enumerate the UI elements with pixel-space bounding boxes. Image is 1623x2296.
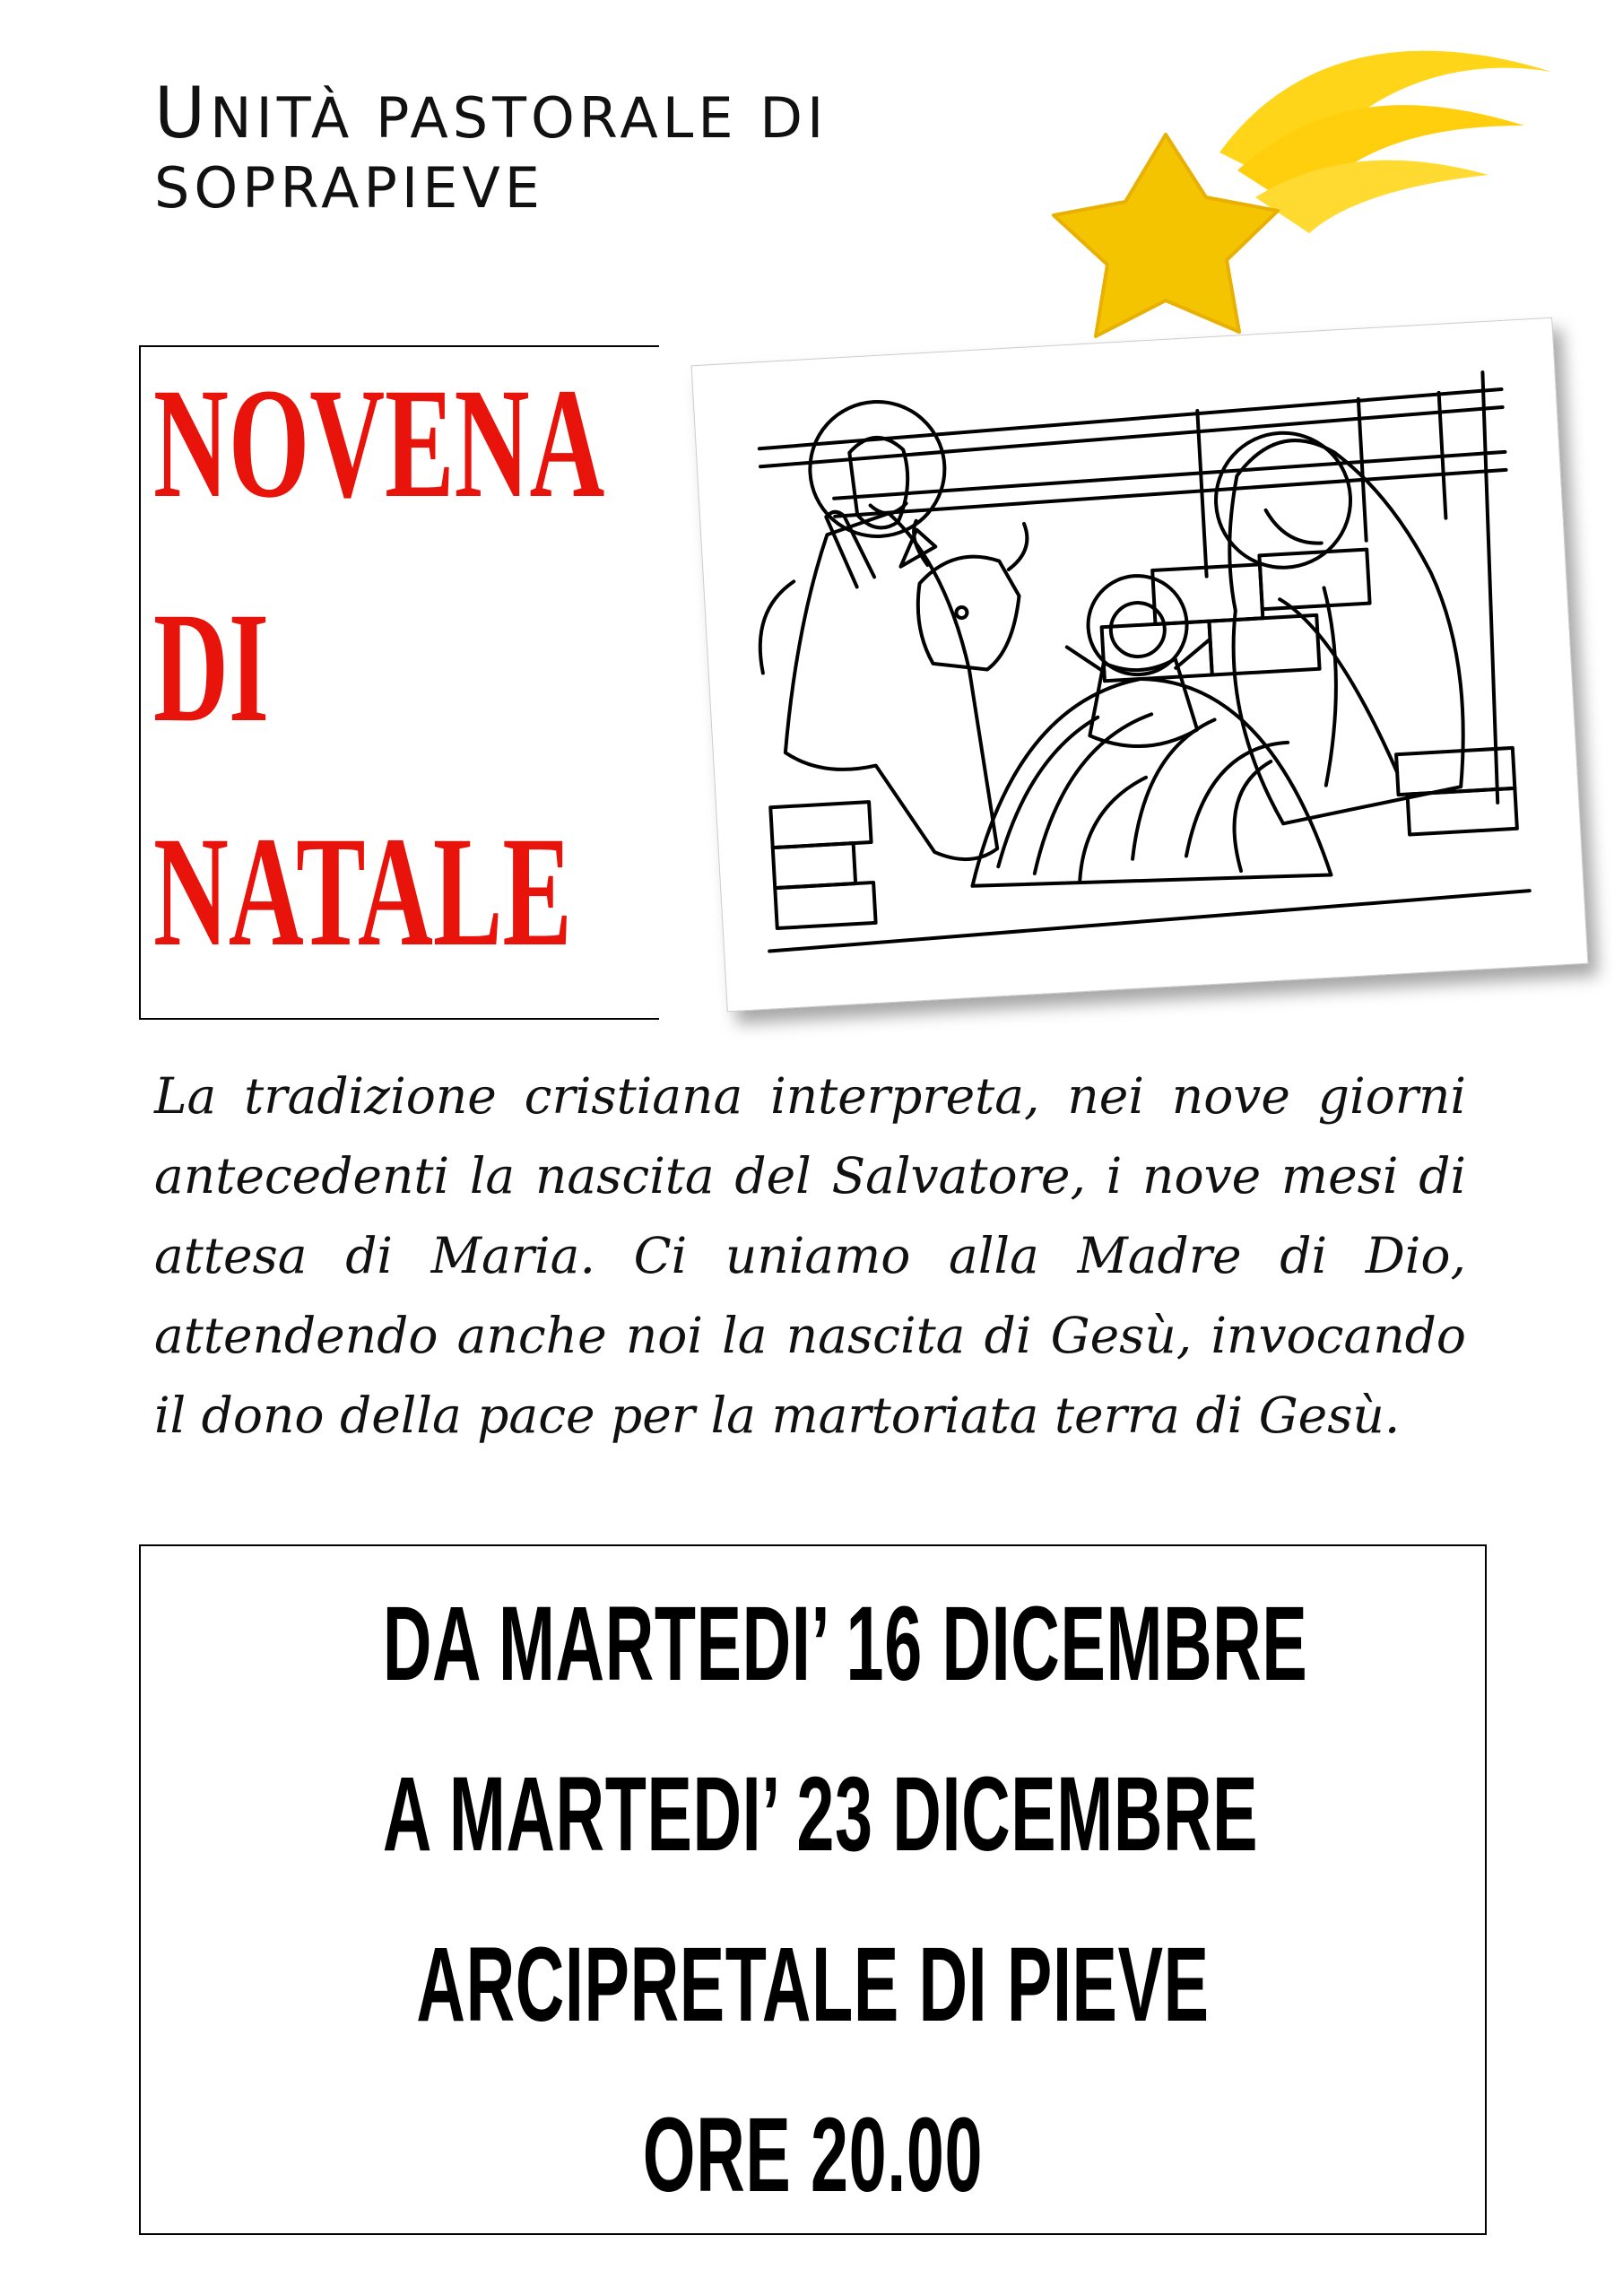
event-location: ARCIPRETALE DI PIEVE: [416, 1926, 1210, 2044]
event-end-date: A MARTEDI’ 23 DICEMBRE: [382, 1755, 1259, 1874]
event-time: ORE 20.00: [642, 2096, 984, 2214]
title-line-2: DI: [153, 580, 270, 755]
event-start-date: DA MARTEDI’ 16 DICEMBRE: [382, 1585, 1308, 1703]
intro-paragraph: La tradizione cristiana interpreta, nei nove giorni antecedenti la nascita del Salvatore, i nove mesi di attesa di Maria. Ci uniamo alla Madre di Dio, attendendo anche noi la nascita di Gesù, invocando il dono della pace per la martoriata terra di Gesù.: [154, 1067, 1466, 1444]
parish-header-line2: SOPRAPIEVE: [154, 155, 544, 221]
title-box: [139, 345, 659, 1020]
nativity-illustration: [691, 317, 1589, 1013]
title-line-3: NATALE: [153, 804, 572, 979]
event-info-box: [139, 1544, 1487, 2235]
parish-header: [154, 74, 961, 223]
parish-header-line1: UNITÀ PASTORALE DI: [154, 74, 829, 154]
nativity-scene-illustration: [730, 352, 1550, 978]
title-line-1: NOVENA: [153, 356, 605, 531]
